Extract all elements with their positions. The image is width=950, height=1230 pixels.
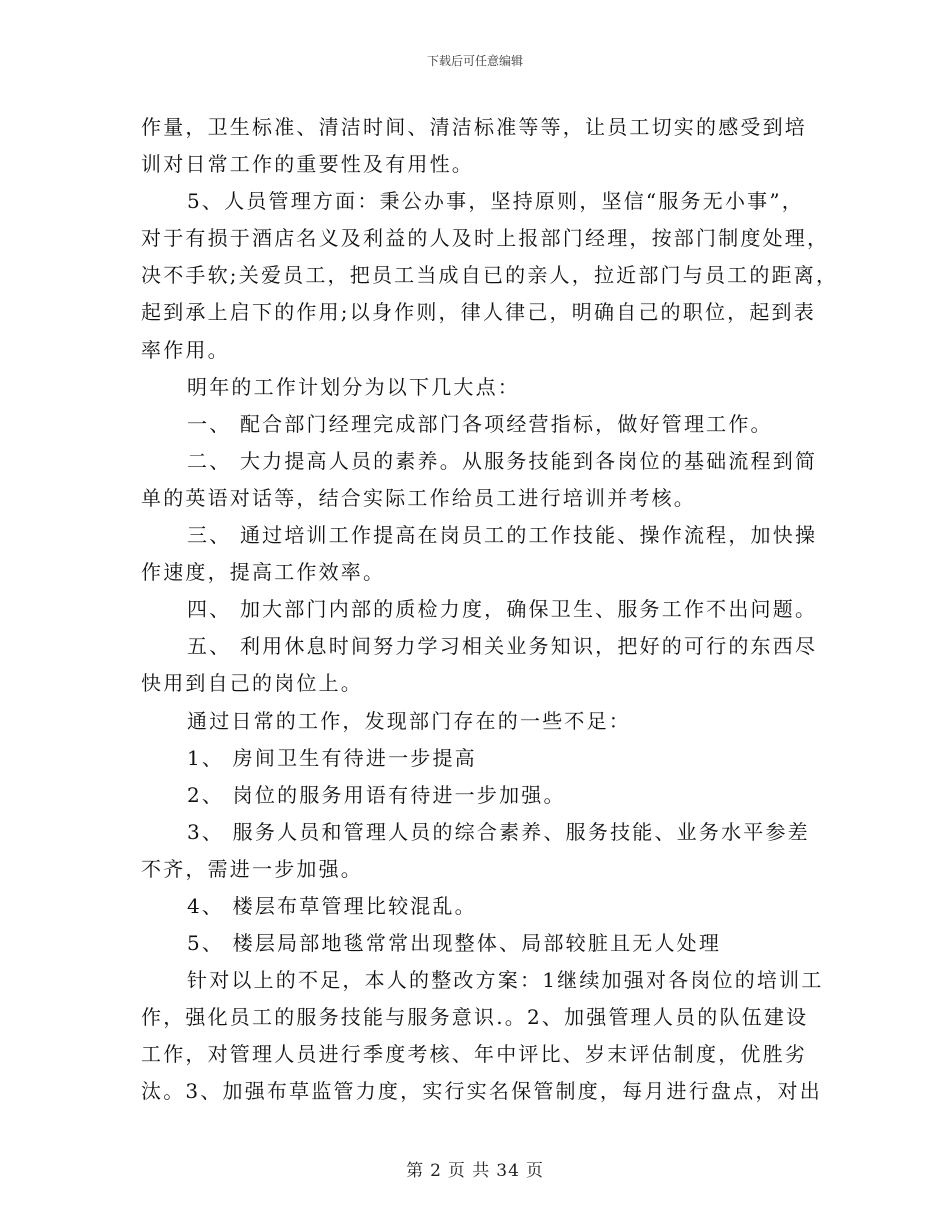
- text-line: 通过日常的工作，发现部门存在的一些不足：: [187, 708, 631, 733]
- page-footer: [0, 1156, 950, 1181]
- footer-total-pages: 34: [496, 1161, 520, 1181]
- text-line: 5、人员管理方面：秉公办事，坚持原则，坚信“服务无小事”，: [187, 189, 804, 214]
- document-body: [141, 109, 839, 1111]
- text-line: 起到承上启下的作用;以身作则，律人律己，明确自己的职位，起到表: [141, 300, 816, 325]
- text-line: 明年的工作计划分为以下几大点：: [187, 374, 520, 399]
- text-line: 汰。3、加强布草监管力度，实行实名保管制度，每月进行盘点，对出: [141, 1079, 822, 1104]
- text-line: 3、 服务人员和管理人员的综合素养、服务技能、业务水平参差: [187, 819, 810, 844]
- text-line: 二、 大力提高人员的素养。从服务技能到各岗位的基础流程到简: [187, 448, 818, 473]
- text-line: 单的英语对话等，结合实际工作给员工进行培训并考核。: [141, 485, 696, 510]
- page-header: 下载后可任意编辑: [426, 54, 523, 68]
- text-line: 2、 岗位的服务用语有待进一步加强。: [187, 782, 566, 807]
- text-line: 四、 加大部门内部的质检力度，确保卫生、服务工作不出问题。: [187, 597, 818, 622]
- text-line: 决不手软;关爱员工，把员工当成自已的亲人，拉近部门与员工的距离，: [141, 263, 839, 288]
- text-line: 针对以上的不足，本人的整改方案：1继续加强对各岗位的培训工: [187, 968, 824, 993]
- text-line: 不齐，需进一步加强。: [141, 856, 363, 881]
- footer-page-number: 2: [430, 1161, 442, 1181]
- text-line: 作，强化员工的服务技能与服务意识.。2、加强管理人员的队伍建设: [141, 1005, 809, 1030]
- text-line: 工作，对管理人员进行季度考核、年中评比、岁末评估制度，优胜劣: [141, 1042, 807, 1067]
- text-line: 快用到自己的岗位上。: [141, 671, 363, 696]
- text-line: 作速度，提高工作效率。: [141, 560, 386, 585]
- text-line: 对于有损于酒店名义及利益的人及时上报部门经理，按部门制度处理，: [141, 226, 830, 251]
- footer-prefix: 第: [406, 1161, 425, 1181]
- text-line: 4、 楼层布草管理比较混乱。: [187, 893, 477, 918]
- footer-suffix: 页: [525, 1161, 544, 1181]
- text-line: 5、 楼层局部地毯常常出现整体、局部较脏且无人处理: [187, 931, 722, 956]
- text-line: 率作用。: [141, 337, 230, 362]
- text-line: 五、 利用休息时间努力学习相关业务知识，把好的可行的东西尽: [187, 634, 818, 659]
- text-line: 三、 通过培训工作提高在岗员工的工作技能、操作流程，加快操: [187, 523, 818, 548]
- text-line: 一、 配合部门经理完成部门各项经营指标，做好管理工作。: [187, 411, 773, 436]
- footer-middle: 页 共: [447, 1161, 491, 1181]
- text-line: 训对日常工作的重要性及有用性。: [141, 152, 474, 177]
- text-line: 作量，卫生标准、清洁时间、清洁标准等等，让员工切实的感受到培: [141, 115, 807, 139]
- text-line: 1、 房间卫生有待进一步提高: [187, 745, 477, 770]
